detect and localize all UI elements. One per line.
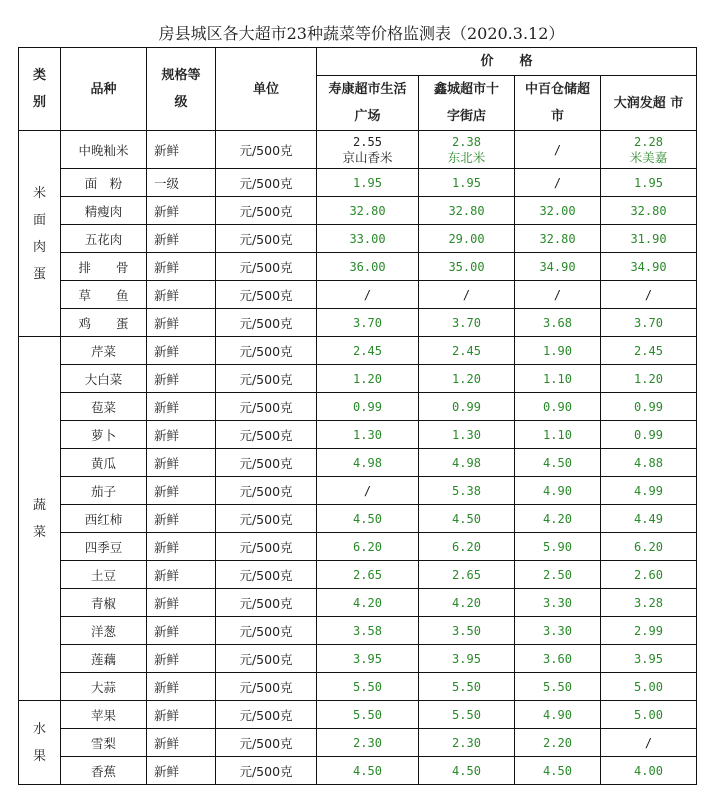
table-row [19,253,697,281]
price-cell: 0.99 [419,393,515,421]
table-row [19,617,697,645]
price-cell: 34.90 [601,253,697,281]
header-grade: 规格等 级 [147,48,216,131]
price-cell: / [601,729,697,757]
item-name: 青椒 [61,589,147,617]
price-cell: 6.20 [419,533,515,561]
price-cell: / [419,281,515,309]
price-note: 京山香米 [342,149,393,165]
price-cell: 5.00 [601,701,697,729]
price-cell: / [515,281,601,309]
item-name: 大蒜 [61,673,147,701]
table-body [19,131,697,785]
price-cell: 4.98 [317,449,419,477]
price-cell: 5.50 [419,673,515,701]
item-unit: 元/500克 [216,757,317,785]
item-unit: 元/500克 [216,365,317,393]
price-cell: / [515,169,601,197]
item-unit: 元/500克 [216,449,317,477]
header-store-xincheng: 鑫城超市十 字街店 [419,76,515,131]
price-cell: 3.95 [419,645,515,673]
price-cell: 1.30 [317,421,419,449]
price-cell: 2.65 [419,561,515,589]
price-cell: 1.20 [419,365,515,393]
price-cell: 4.20 [419,589,515,617]
price-cell: 4.50 [515,757,601,785]
category-cell [19,131,61,337]
price-cell: 1.10 [515,365,601,393]
item-name: 芹菜 [61,337,147,365]
item-unit: 元/500克 [216,337,317,365]
price-cell: 3.60 [515,645,601,673]
header-item: 品种 [61,48,147,131]
price-cell: 2.20 [515,729,601,757]
item-unit: 元/500克 [216,533,317,561]
category-char: 蔬 [32,497,46,513]
price-cell: 32.80 [601,197,697,225]
price-cell: 36.00 [317,253,419,281]
item-name: 西红柿 [61,505,147,533]
item-grade: 新鲜 [147,533,216,561]
item-grade: 新鲜 [147,561,216,589]
price-cell: 2.30 [419,729,515,757]
price-cell: 4.99 [601,477,697,505]
price-cell: 34.90 [515,253,601,281]
item-unit: 元/500克 [216,589,317,617]
item-grade: 新鲜 [147,449,216,477]
price-cell: 1.10 [515,421,601,449]
item-name: 土豆 [61,561,147,589]
price-cell: 2.50 [515,561,601,589]
price-cell: 5.50 [317,701,419,729]
price-cell: 5.50 [515,673,601,701]
item-name: 四季豆 [61,533,147,561]
price-cell: 29.00 [419,225,515,253]
item-unit: 元/500克 [216,393,317,421]
price-cell: 2.60 [601,561,697,589]
price-cell: 1.95 [601,169,697,197]
table-row [19,281,697,309]
table-row [19,505,697,533]
table-row [19,477,697,505]
table-row [19,701,697,729]
item-grade: 新鲜 [147,421,216,449]
price-cell: 2.45 [601,337,697,365]
price-cell: 0.99 [601,421,697,449]
price-cell: 2.99 [601,617,697,645]
price-cell: / [601,281,697,309]
price-cell: 3.50 [419,617,515,645]
item-grade: 新鲜 [147,673,216,701]
item-unit: 元/500克 [216,729,317,757]
price-cell: / [317,281,419,309]
item-grade: 新鲜 [147,729,216,757]
header-category: 类 别 [19,48,61,131]
price-cell: 5.90 [515,533,601,561]
price-cell: 4.00 [601,757,697,785]
price-cell: 35.00 [419,253,515,281]
price-note: 东北米 [447,149,486,165]
price-cell: / [317,477,419,505]
item-grade: 新鲜 [147,225,216,253]
category-cell [19,701,61,785]
item-unit: 元/500克 [216,225,317,253]
table-row [19,673,697,701]
price-cell: 1.20 [601,365,697,393]
item-name: 苞菜 [61,393,147,421]
item-grade: 新鲜 [147,589,216,617]
price-cell: 2.38 东北米 [419,131,515,169]
price-cell: 32.00 [515,197,601,225]
price-cell: 0.99 [601,393,697,421]
price-cell: 4.20 [515,505,601,533]
price-cell: 5.50 [317,673,419,701]
table-row [19,337,697,365]
item-unit: 元/500克 [216,197,317,225]
price-note: 米美嘉 [629,149,668,165]
price-cell: 5.00 [601,673,697,701]
category-char: 米 [32,185,46,201]
price-cell: 2.28 米美嘉 [601,131,697,169]
category-cell [19,337,61,701]
item-name: 苹果 [61,701,147,729]
price-cell: 5.50 [419,701,515,729]
price-cell: 33.00 [317,225,419,253]
item-name: 香蕉 [61,757,147,785]
table-row [19,757,697,785]
price-cell: 3.70 [317,309,419,337]
price-cell: 4.49 [601,505,697,533]
price-cell: 32.80 [515,225,601,253]
price-cell: 3.70 [419,309,515,337]
price-cell: 0.90 [515,393,601,421]
item-name: 雪梨 [61,729,147,757]
price-cell: 4.50 [317,757,419,785]
item-name: 洋葱 [61,617,147,645]
item-grade: 新鲜 [147,477,216,505]
item-grade: 新鲜 [147,253,216,281]
price-cell: 4.50 [515,449,601,477]
item-grade: 新鲜 [147,131,216,169]
item-name: 中晚籼米 [61,131,147,169]
price-cell: 2.45 [419,337,515,365]
price-cell: 31.90 [601,225,697,253]
price-cell: 4.90 [515,701,601,729]
price-cell: 1.90 [515,337,601,365]
item-unit: 元/500克 [216,617,317,645]
item-grade: 新鲜 [147,281,216,309]
price-cell: 3.95 [317,645,419,673]
price-cell: 3.68 [515,309,601,337]
item-grade: 新鲜 [147,505,216,533]
price-cell: 0.99 [317,393,419,421]
item-name: 草 鱼 [61,281,147,309]
item-unit: 元/500克 [216,561,317,589]
item-unit: 元/500克 [216,131,317,169]
header-store-darunfa: 大润发超 市 [601,76,697,131]
item-grade: 新鲜 [147,197,216,225]
item-unit: 元/500克 [216,421,317,449]
item-unit: 元/500克 [216,253,317,281]
category-char: 面 [32,212,46,228]
item-grade: 新鲜 [147,337,216,365]
item-unit: 元/500克 [216,309,317,337]
item-grade: 新鲜 [147,617,216,645]
price-cell: 3.95 [601,645,697,673]
item-grade: 新鲜 [147,393,216,421]
table-row [19,729,697,757]
price-cell: / [515,131,601,169]
price-cell: 4.90 [515,477,601,505]
price-cell: 2.45 [317,337,419,365]
item-name: 莲藕 [61,645,147,673]
table-row [19,197,697,225]
item-name: 大白菜 [61,365,147,393]
price-cell: 4.50 [317,505,419,533]
price-cell: 6.20 [601,533,697,561]
item-unit: 元/500克 [216,673,317,701]
item-name: 面 粉 [61,169,147,197]
price-cell: 6.20 [317,533,419,561]
category-char: 菜 [32,524,46,540]
price-cell: 4.98 [419,449,515,477]
header-store-shoukang: 寿康超市生活 广场 [317,76,419,131]
item-grade: 新鲜 [147,645,216,673]
price-cell: 5.38 [419,477,515,505]
item-name: 茄子 [61,477,147,505]
page-title: 房县城区各大超市23种蔬菜等价格监测表（2020.3.12） [158,24,565,43]
item-name: 黄瓜 [61,449,147,477]
price-cell: 32.80 [419,197,515,225]
item-name: 萝卜 [61,421,147,449]
item-unit: 元/500克 [216,169,317,197]
table-row [19,131,697,169]
price-cell: 3.30 [515,589,601,617]
price-cell: 4.88 [601,449,697,477]
price-cell: 1.30 [419,421,515,449]
table-row [19,169,697,197]
item-unit: 元/500克 [216,505,317,533]
price-table [18,47,697,785]
header-unit: 单位 [216,48,317,131]
price-cell: 4.20 [317,589,419,617]
item-name: 排 骨 [61,253,147,281]
price-cell: 1.95 [419,169,515,197]
table-row [19,561,697,589]
table-row [19,589,697,617]
item-unit: 元/500克 [216,281,317,309]
price-cell: 3.30 [515,617,601,645]
price-cell: 1.95 [317,169,419,197]
price-cell: 2.30 [317,729,419,757]
price-cell: 32.80 [317,197,419,225]
category-char: 肉 [32,239,46,255]
price-cell: 3.58 [317,617,419,645]
table-row [19,309,697,337]
item-name: 五花肉 [61,225,147,253]
item-grade: 新鲜 [147,309,216,337]
price-cell: 3.28 [601,589,697,617]
item-name: 精瘦肉 [61,197,147,225]
item-unit: 元/500克 [216,701,317,729]
item-grade: 新鲜 [147,365,216,393]
category-char: 蛋 [32,266,46,282]
table-row [19,393,697,421]
item-unit: 元/500克 [216,645,317,673]
category-char: 水 [32,721,46,737]
table-row [19,365,697,393]
price-cell: 4.50 [419,505,515,533]
price-cell: 4.50 [419,757,515,785]
price-cell: 1.20 [317,365,419,393]
item-grade: 一级 [147,169,216,197]
table-row [19,225,697,253]
header-price-group: 价 格 [317,48,697,76]
price-cell: 3.70 [601,309,697,337]
table-row [19,449,697,477]
price-cell: 2.65 [317,561,419,589]
item-grade: 新鲜 [147,701,216,729]
table-row [19,645,697,673]
table-row [19,533,697,561]
item-unit: 元/500克 [216,477,317,505]
price-cell: 2.55 京山香米 [317,131,419,169]
table-row [19,421,697,449]
item-grade: 新鲜 [147,757,216,785]
category-char: 果 [32,748,46,764]
item-name: 鸡 蛋 [61,309,147,337]
header-store-zhongbai: 中百仓储超 市 [515,76,601,131]
